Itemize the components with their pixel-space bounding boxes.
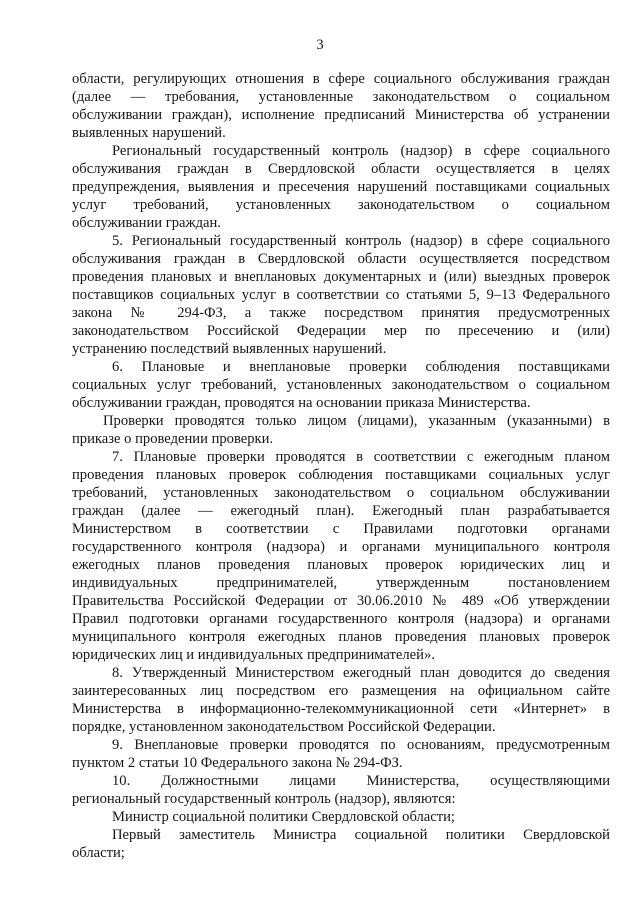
- text-line: пунктом 2 статьи 10 Федерального закона № 294-ФЗ.: [72, 755, 403, 771]
- text-line: обслуживания граждан в Свердловской области осуществляется посредством: [72, 251, 610, 267]
- text-line: проведения плановых и внеплановых документарных и (или) выездных проверок: [72, 269, 610, 285]
- paragraph-first-line: 9. Внеплановые проверки проводятся по основаниям, предусмотренным: [112, 737, 610, 753]
- paragraph-first-line: Региональный государственный контроль (надзор) в сфере социального: [112, 143, 610, 159]
- text-line: поставщиков социальных услуг в соответствии со статьями 5, 9–13 Федерального: [72, 287, 610, 303]
- text-line: Правительства Российской Федерации от 30.06.2010 № 489 «Об утверждении: [72, 593, 610, 609]
- text-line: Министерством в соответствии с Правилами подготовки органами: [72, 521, 610, 537]
- text-line: законодательством Российской Федерации мер по пресечению и (или): [72, 323, 610, 339]
- text-line: заинтересованных лиц посредством его размещения на официальном сайте: [72, 683, 610, 699]
- text-line: обслуживании граждан), исполнение предписаний Министерства об устранении: [72, 107, 610, 123]
- text-line: индивидуальных предпринимателей, утвержденным постановлением: [72, 575, 610, 591]
- paragraph-first-line: 10. Должностными лицами Министерства, осуществляющими: [112, 773, 610, 789]
- text-line: Правил подготовки органами государственного контроля (надзора) и органами: [72, 611, 610, 627]
- text-line: услуг требований, установленных законодательством о социальном: [72, 197, 610, 213]
- text-line: проведения плановых проверок соблюдения поставщиками социальных услуг: [72, 467, 610, 483]
- paragraph-first-line: 6. Плановые и внеплановые проверки соблюдения поставщиками: [112, 359, 610, 375]
- text-line: обслуживании граждан.: [72, 215, 221, 231]
- paragraph-first-line: Министр социальной политики Свердловской области;: [112, 809, 455, 825]
- text-line: предупреждения, выявления и пресечения нарушений поставщиками социальных: [72, 179, 610, 195]
- paragraph-first-line: Проверки проводятся только лицом (лицами), указанным (указанными) в: [103, 413, 610, 429]
- text-line: муниципального контроля ежегодных планов проведения плановых проверок: [72, 629, 610, 645]
- text-line: обслуживании граждан, проводятся на основании приказа Министерства.: [72, 395, 531, 411]
- paragraph-first-line: 5. Региональный государственный контроль (надзор) в сфере социального: [112, 233, 610, 249]
- text-line: устранению последствий выявленных нарушений.: [72, 341, 387, 357]
- text-line: социальных услуг требований, установленных законодательством о социальном: [72, 377, 610, 393]
- text-line: (далее — требования, установленные законодательством о социальном: [72, 89, 610, 105]
- text-line: области, регулирующих отношения в сфере социального обслуживания граждан: [72, 71, 610, 87]
- paragraph-first-line: 7. Плановые проверки проводятся в соответствии с ежегодным планом: [112, 449, 610, 465]
- text-line: требований, установленных законодательством о социальном обслуживании: [72, 485, 610, 501]
- text-line: области;: [72, 845, 125, 861]
- text-line: Министерства в информационно-телекоммуникационной сети «Интернет» в: [72, 701, 610, 717]
- text-line: граждан (далее — ежегодный план). Ежегодный план разрабатывается: [72, 503, 610, 519]
- text-line: ежегодных планов проведения плановых проверок юридических лиц и: [72, 557, 610, 573]
- text-line: порядке, установленном законодательством Российской Федерации.: [72, 719, 496, 735]
- text-line: выявленных нарушений.: [72, 125, 226, 141]
- page-number: 3: [316, 37, 324, 53]
- text-line: приказе о проведении проверки.: [72, 431, 274, 447]
- text-line: юридических лиц и индивидуальных предпринимателей».: [72, 647, 435, 663]
- paragraph-first-line: 8. Утвержденный Министерством ежегодный план доводится до сведения: [112, 665, 610, 681]
- text-line: обслуживания граждан в Свердловской области осуществляется в целях: [72, 161, 610, 177]
- text-line: региональный государственный контроль (надзор), являются:: [72, 791, 456, 807]
- text-line: государственного контроля (надзора) и органами муниципального контроля: [72, 539, 610, 555]
- paragraph-first-line: Первый заместитель Министра социальной политики Свердловской: [112, 827, 610, 843]
- text-line: закона № 294-ФЗ, а также посредством принятия предусмотренных: [72, 305, 610, 321]
